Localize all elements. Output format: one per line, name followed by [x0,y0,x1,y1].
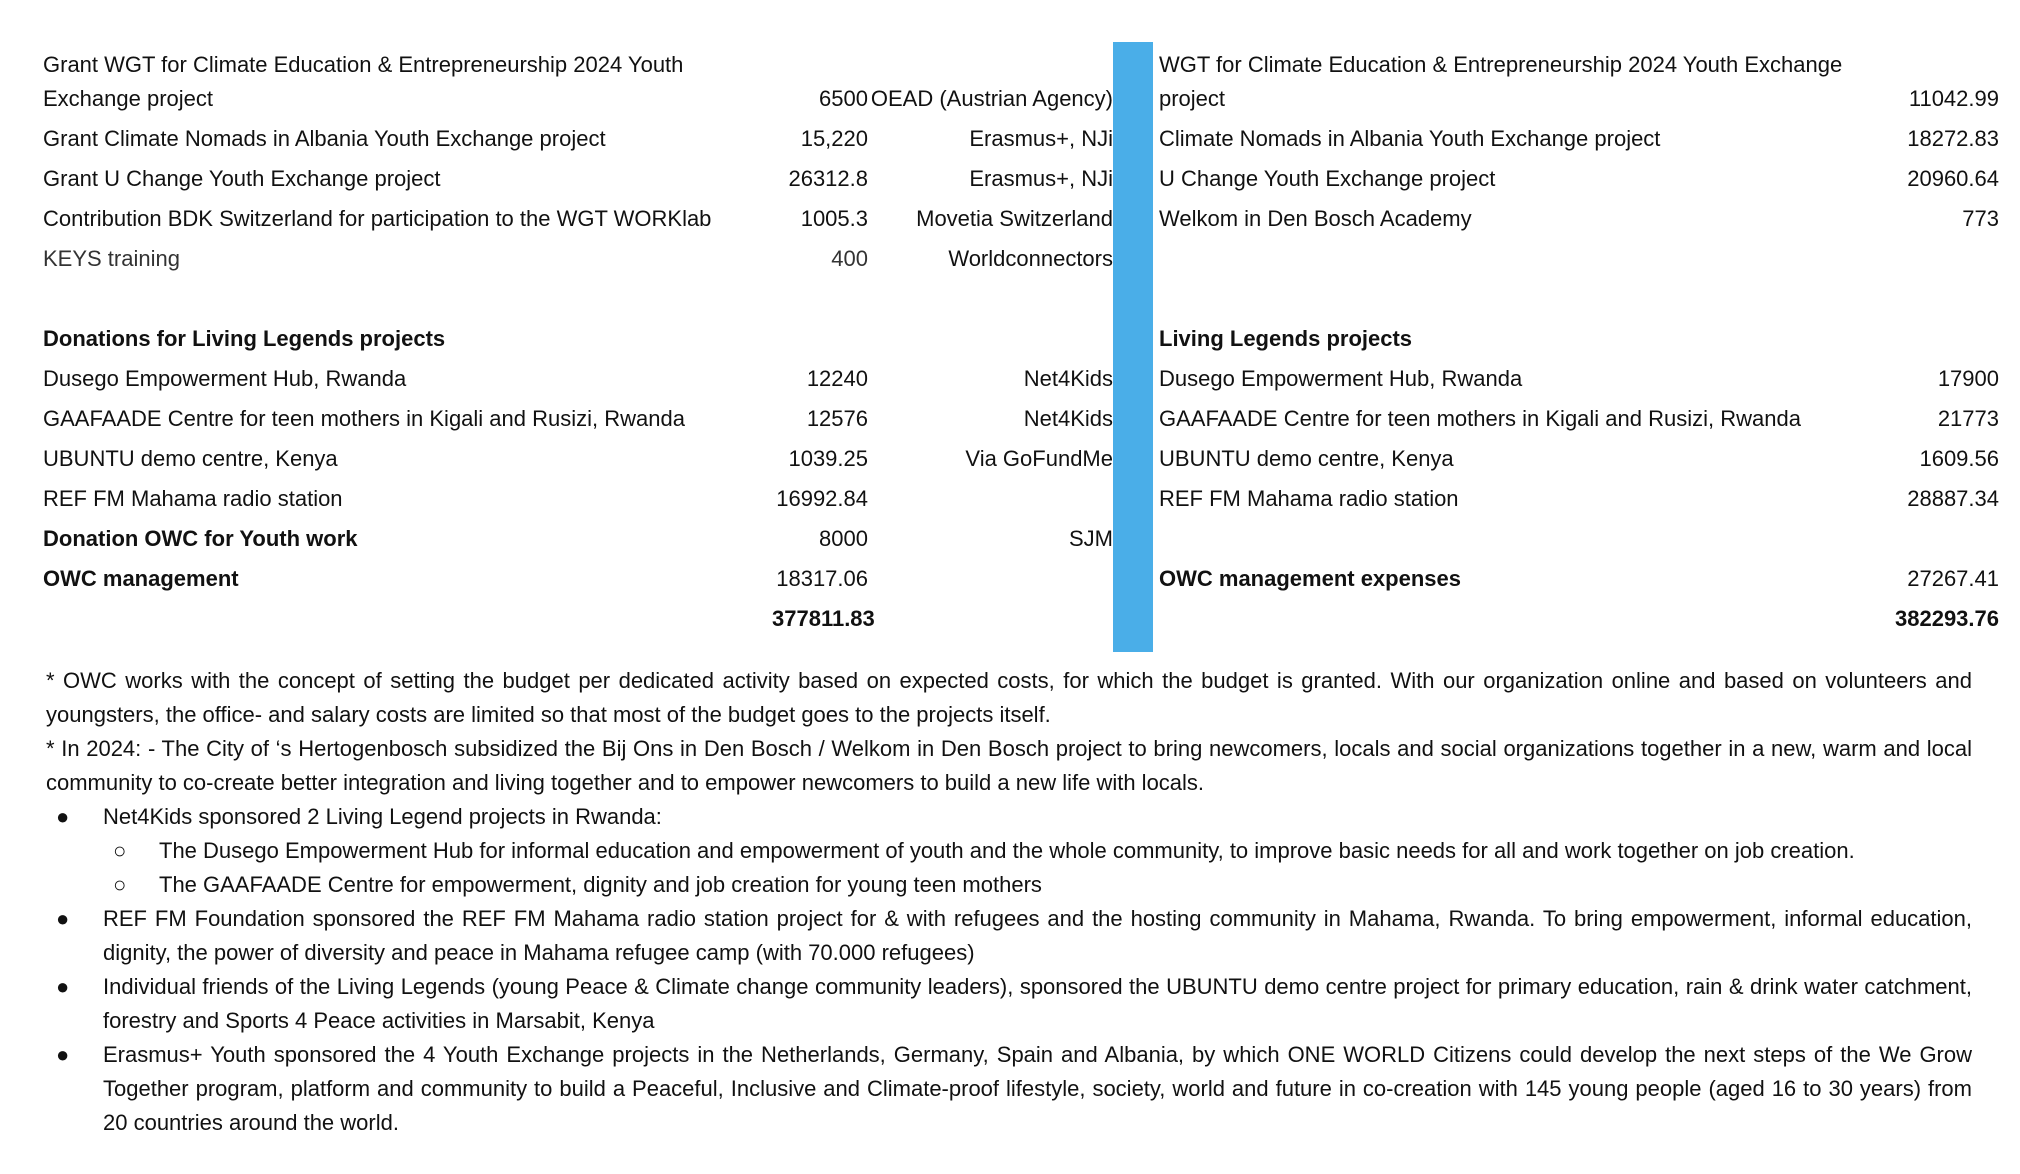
income-amount: 16992.84 [776,486,868,511]
spacer-cell [1153,636,1859,652]
income-source [868,476,1113,516]
bullet-icon: ● [56,1042,70,1067]
list-item [46,800,1972,902]
income-total-spacer [868,596,1113,636]
hollow-bullet-icon: ○ [113,872,127,897]
financial-table [43,42,1999,652]
list-item [46,1038,1972,1140]
income-source: Worldconnectors [948,246,1113,271]
sub-list-item [103,834,1972,868]
list-item-text: Net4Kids sponsored 2 Living Legend projects in Rwanda: [103,804,662,829]
expense-amount: 17900 [1937,366,1999,391]
spacer-cell [772,636,868,652]
expense-description: OWC management expenses [1159,566,1461,591]
note-budget-concept: * OWC works with the concept of setting the budget per dedicated activity based on expected costs, for which the budget is granted. With our organization online and based on volunteers and youngsters, the office- and salary costs are limited so that most of the budget goes to the projects itself. [46,668,1972,727]
income-source: OEAD (Austrian Agency) [870,86,1113,111]
expense-amount: 18272.83 [1907,126,1999,151]
income-amount: 400 [831,246,868,271]
expense-description: Climate Nomads in Albania Youth Exchange project [1159,126,1661,151]
list-item-text: REF FM Foundation sponsored the REF FM Mahama radio station project for & with refugees and the hosting community in Mahama, Rwanda. To bring empowerment, informal education, dignity, the power of diversity and peace in Mahama refugee camp (with 70.000 refugees) [103,906,1972,965]
income-amount: 26312.8 [788,166,868,191]
income-description [43,276,772,316]
income-source: Net4Kids [1023,366,1113,391]
financial-table-wrapper [43,42,1999,652]
income-source [868,556,1113,596]
expense-total-label [1153,596,1859,636]
income-amount: 12240 [806,366,868,391]
expense-amount [1859,516,1999,556]
table-row [43,556,1999,596]
expense-description: UBUNTU demo centre, Kenya [1159,446,1454,471]
income-amount: 6500 [819,86,868,111]
table-row [43,236,1999,276]
income-description: Grant U Change Youth Exchange project [43,166,441,191]
table-row [43,276,1999,316]
income-source: Movetia Switzerland [916,206,1113,231]
table-row [43,156,1999,196]
income-source: SJM [1069,526,1113,551]
expense-amount [1859,276,1999,316]
column-divider [1113,42,1153,652]
income-amount: 15,220 [800,126,868,151]
list-item [46,970,1972,1038]
table-row [43,396,1999,436]
expense-amount: 21773 [1937,406,1999,431]
income-source [868,276,1113,316]
spacer-cell [43,636,772,652]
notes-section [46,664,1972,1140]
income-amount: 8000 [819,526,868,551]
income-description: Dusego Empowerment Hub, Rwanda [43,366,407,391]
list-item-text: Erasmus+ Youth sponsored the 4 Youth Exchange projects in the Netherlands, Germany, Spain and Albania, by which ONE WORLD Citizens could develop the next steps of the We Grow Together program, platform and community to build a Peaceful, Inclusive and Climate-proof lifestyle, society, world and future in co-creation with 145 young people (aged 16 to 30 years) from 20 countries around the world. [103,1042,1972,1135]
expense-amount: 1609.56 [1919,446,1999,471]
income-source [868,316,1113,356]
sub-list-item-text: The Dusego Empowerment Hub for informal education and empowerment of youth and the whole community, to improve basic needs for all and work together on job creation. [159,838,1855,863]
expense-description [1153,236,1859,276]
table-row [43,316,1999,356]
expense-description: GAAFAADE Centre for teen mothers in Kigali and Rusizi, Rwanda [1159,406,1801,431]
expense-amount [1859,236,1999,276]
income-description: REF FM Mahama radio station [43,486,343,511]
table-row [43,116,1999,156]
income-description: KEYS training [43,246,180,271]
hollow-bullet-icon: ○ [113,838,127,863]
income-description: Grant Climate Nomads in Albania Youth Exchange project [43,126,606,151]
income-description: Donation OWC for Youth work [43,526,358,551]
table-row [43,42,1999,116]
income-amount: 12576 [806,406,868,431]
income-total-label [43,596,772,636]
income-source: Erasmus+, NJi [969,126,1113,151]
table-row [43,476,1999,516]
bullet-icon: ● [56,974,70,999]
expense-description [1153,516,1859,556]
expense-amount: 28887.34 [1907,486,1999,511]
income-amount: 18317.06 [776,566,868,591]
income-section-heading: Donations for Living Legends projects [43,326,446,351]
sub-list-item-text: The GAAFAADE Centre for empowerment, dignity and job creation for young teen mothers [159,872,1042,897]
expense-amount: 20960.64 [1907,166,1999,191]
list-item-text: Individual friends of the Living Legends (young Peace & Climate change community leaders), sponsored the UBUNTU demo centre project for primary education, rain & drink water catchment, forestry and Sports 4 Peace activities in Marsabit, Kenya [103,974,1972,1033]
expense-description: Welkom in Den Bosch Academy [1159,206,1472,231]
spacer-cell [1859,636,1999,652]
expense-amount: 11042.99 [1908,86,1999,111]
expense-description: Dusego Empowerment Hub, Rwanda [1159,366,1523,391]
expense-amount: 27267.41 [1907,566,1999,591]
income-description: Grant WGT for Climate Education & Entrepreneurship 2024 Youth Exchange project [43,52,684,111]
income-description: Contribution BDK Switzerland for participation to the WGT WORKlab [43,206,712,231]
sub-list [103,834,1972,902]
income-amount: 1039.25 [788,446,868,471]
income-amount: 1005.3 [800,206,868,231]
expense-description: REF FM Mahama radio station [1159,486,1459,511]
expense-description: WGT for Climate Education & Entrepreneurship 2024 Youth Exchange project [1159,52,1843,111]
table-row [43,196,1999,236]
expense-total: 382293.76 [1895,606,1999,631]
income-description: OWC management [43,566,239,591]
bullet-icon: ● [56,906,70,931]
bullet-icon: ● [56,804,70,829]
income-description: GAAFAADE Centre for teen mothers in Kigali and Rusizi, Rwanda [43,406,685,431]
income-source: Erasmus+, NJi [969,166,1113,191]
expense-description: U Change Youth Exchange project [1159,166,1496,191]
sponsor-list [46,800,1972,1140]
spacer-cell [868,636,1113,652]
table-row [43,356,1999,396]
list-item [46,902,1972,970]
table-row [43,516,1999,556]
expense-amount: 773 [1962,206,1999,231]
income-amount [772,316,868,356]
expense-amount [1859,316,1999,356]
expense-description [1153,276,1859,316]
table-bottom-spacer [43,636,1999,652]
income-total: 377811.83 [772,606,875,631]
sub-list-item [103,868,1972,902]
income-source: Via GoFundMe [965,446,1113,471]
expense-section-heading: Living Legends projects [1159,326,1413,351]
income-source: Net4Kids [1023,406,1113,431]
note-2024-subsidy: * In 2024: - The City of ‘s Hertogenbosch subsidized the Bij Ons in Den Bosch / Welkom in Den Bosch project to bring newcomers, locals and social organizations together in a new, warm and local community to co-create better integration and living together and to empower newcomers to build a new life with locals. [46,736,1972,795]
income-amount [772,276,868,316]
table-row [43,436,1999,476]
income-description: UBUNTU demo centre, Kenya [43,446,338,471]
totals-row [43,596,1999,636]
